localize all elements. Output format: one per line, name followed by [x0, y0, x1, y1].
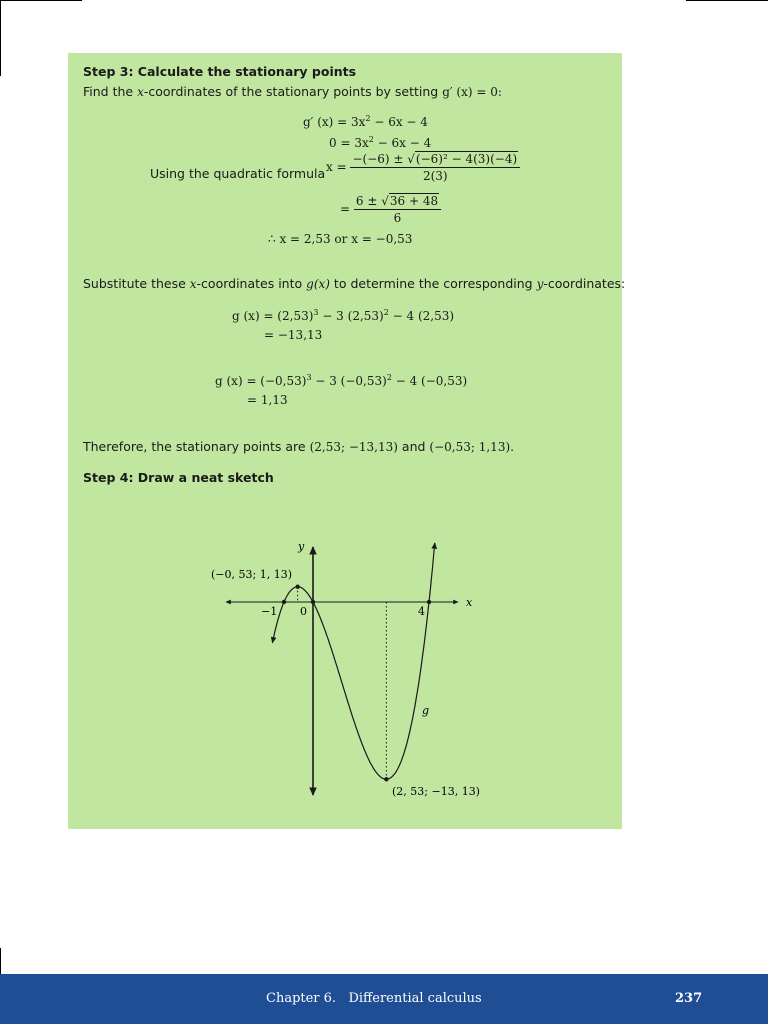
crop-mark: [686, 0, 768, 1]
crop-mark: [0, 0, 1, 76]
min-point-label: (2, 53; −13, 13): [392, 785, 480, 798]
y-axis-label: y: [298, 540, 305, 553]
crop-mark: [0, 948, 1, 974]
marked-point: [282, 600, 286, 604]
page-number: 237: [675, 991, 703, 1006]
marked-point: [384, 777, 388, 781]
therefore-text: Therefore, the stationary points are (2,53; −13,13) and (−0,53; 1,13).: [83, 439, 515, 454]
sketch-graph: [68, 533, 622, 833]
equation-zero: $0 = 3x^2 - 6x - 4$: [329, 135, 432, 150]
worked-example-panel: [68, 53, 626, 829]
g-of-max-x-result: = −13,13: [264, 328, 323, 342]
marked-point: [427, 600, 431, 604]
curve-g: [272, 543, 434, 779]
g-of-max-x: g $(x) = (2,53)^3 - 3$ $(2,53)^2 - 4$ (2,53): [232, 308, 455, 323]
max-point-label: (−0, 53; 1, 13): [211, 568, 292, 581]
substitute-text: Substitute these x-coordinates into g(x) to determine the corresponding y-coordinates:: [83, 276, 626, 291]
tick-label-four: 4: [418, 605, 425, 618]
g-of-min-x: g $(x) = (-0,53)^3 - 3$ $(-0,53)^2 - 4$ (−0,53): [215, 373, 468, 388]
footer-chapter: Chapter 6. Differential calculus: [266, 991, 482, 1006]
quadratic-formula: x = $\frac{\text{−(−6) ± √(−6)² − 4(3)(−4)}}{2(3)}$: [326, 151, 520, 184]
tick-label-neg1: −1: [261, 605, 278, 618]
step4-heading: Step 4: Draw a neat sketch: [83, 470, 274, 485]
simplified-fraction: = $\frac{6 \pm √36 + 48}{6}$: [340, 193, 441, 226]
x-axis-label: x: [466, 596, 473, 609]
roots-result: ∴ x = 2,53 or x = −0,53: [268, 232, 413, 246]
step3-intro: Find the x-coordinates of the stationary points by setting g′ (x) = 0:: [83, 84, 502, 99]
crop-mark: [0, 0, 82, 1]
quadratic-fraction: $\frac{\text{−(−6) ± √(−6)² − 4(3)(−4)}}{2(3)}$: [350, 151, 520, 184]
quadratic-formula-label: Using the quadratic formula: [150, 166, 326, 181]
g-of-min-x-result: = 1,13: [247, 393, 288, 407]
page-footer: [0, 974, 768, 1024]
step3-heading: Step 3: Calculate the stationary points: [83, 64, 357, 79]
curve-label-g: g: [422, 704, 430, 717]
marked-point: [311, 600, 315, 604]
equation-derivative: g′ $(x) = 3x^2 - 6x - 4$: [303, 114, 428, 129]
marked-point: [295, 585, 299, 589]
tick-label-zero: 0: [300, 605, 307, 618]
